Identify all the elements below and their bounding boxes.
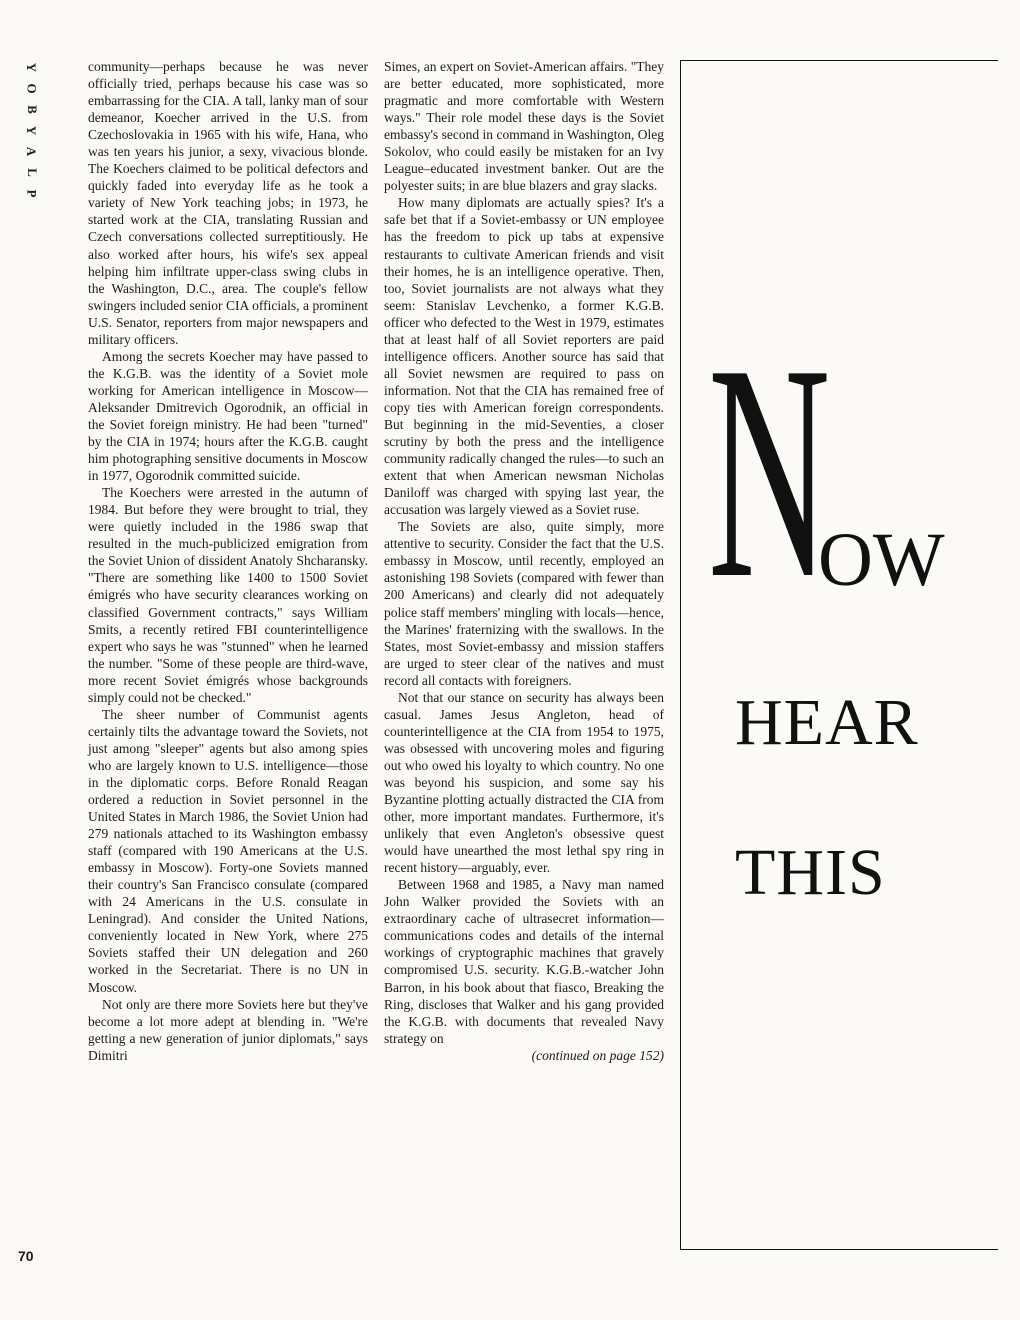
article-column-1 [88, 58, 368, 1064]
title-word-this: THIS [735, 836, 886, 909]
title-letter-n: N [708, 301, 831, 642]
article-column-2 [384, 58, 664, 1064]
masthead-letter: Y [24, 62, 40, 73]
paragraph: Between 1968 and 1985, a Navy man named John Walker provided the Soviets with an extraordinary cache of ultrasecret information—communications codes and details of the internal workings of cryptographic machines that gravely compromised U.S. security. K.G.B.-watcher John Barron, in his book about that fiasco, Breaking the Ring, discloses that Walker and his gang provided the K.G.B. with documents that revealed Navy strategy on [384, 877, 664, 1046]
title-word-ow: OW [818, 518, 945, 602]
masthead-letter: Y [24, 125, 40, 136]
paragraph: The Koechers were arrested in the autumn of 1984. But before they were brought to trial, they were quietly included in the 1986 swap that resulted in the much-publicized emigration from the Soviet Union of dissident Anatoly Shcharansky. "There are something like 1400 to 1500 Soviet émigrés who have security clearances working on classified Government contracts," says William Smits, a recently retired FBI counterintelligence expert who says he was "stunned" when he learned the number. "Some of these people are third-wave, more recent Soviet émigrés whose backgrounds simply could not be checked." [88, 485, 368, 705]
paragraph: Simes, an expert on Soviet-American affairs. "They are better educated, more sophisticated, more pragmatic and more comfortable with Western ways." Their role model these days is the Soviet embassy's second in command in Washington, Oleg Sokolov, who could easily be mistaken for an Ivy League–educated investment banker. Out are the polyester suits; in are blue blazers and gray slacks. [384, 59, 664, 194]
paragraph: How many diplomats are actually spies? It's a safe bet that if a Soviet-embassy or UN employee has the freedom to pick up tabs at expensive restaurants to cultivate American friends and visit their homes, he is an intelligence operative. Then, too, Soviet journalists are not always what they seem: Stanislav Levchenko, a former K.G.B. officer who defected to the West in 1979, estimates that at least half of all Soviet reporters are paid intelligence officers. Another source has said that all Soviet newsmen are required to pass on information. Not that the CIA has remained free of copy ties with American foreign correspondents. But beginning in the mid-Seventies, a closer scrutiny by both the press and the intelligence community radically changed the rules—to such an extent that when American newsman Nicholas Daniloff was charged with spying last year, the accusation was largely viewed as a Soviet ruse. [384, 195, 664, 518]
title-word-hear: HEAR [735, 686, 919, 759]
masthead [20, 60, 44, 201]
title-frame [680, 60, 998, 1250]
masthead-letter: B [24, 105, 40, 114]
masthead-letter: L [24, 168, 40, 177]
paragraph: Not only are there more Soviets here but they've become a lot more adept at blending in. "We're getting a new generation of junior diplomats," says Dimitri [88, 996, 368, 1063]
paragraph: The Soviets are also, quite simply, more attentive to security. Consider the fact that the U.S. embassy in Moscow, until recently, employed an astonishing 198 Soviets (compared with fewer than 200 Americans) and clearly did not adequately police staff members' mingling with locals—hence, the Marines' fraternizing with the swallows. In the States, most Soviet-embassy and mission staffers are urged to steer clear of the natives and must record all contacts with foreigners. [384, 519, 664, 688]
paragraph: community—perhaps because he was never officially tried, perhaps because his case was so embarrassing for the CIA. A tall, lanky man of sour demeanor, Koecher arrived in the U.S. from Czechoslovakia in 1965 with his wife, Hana, who was ten years his junior, a sexy, vivacious blonde. The Koechers claimed to be political defectors and quickly faded into everyday life as he took a variety of New York teaching jobs; in 1973, he started work at the CIA, translating Russian and Czech conversations collected surreptitiously. He also worked after hours, his wife's sex appeal helping him infiltrate upper-class swing clubs in the Washington, D.C., area. The couple's fellow swingers included senior CIA officials, a prominent U.S. Senator, reporters from major newspapers and military officers. [88, 59, 368, 347]
masthead-letter: P [24, 189, 40, 198]
masthead-letter: A [24, 146, 40, 157]
paragraph: Among the secrets Koecher may have passed to the K.G.B. was the identity of a Soviet mole working for American intelligence in Moscow—Aleksander Dmitrevich Ogorodnik, an official in the Soviet foreign ministry. He had been "turned" by the CIA in 1974; hours after the K.G.B. caught him photographing sensitive documents in Moscow in 1977, Ogorodnik committed suicide. [88, 348, 368, 484]
paragraph: The sheer number of Communist agents certainly tilts the advantage toward the Soviets, not just among "sleeper" agents but also among spies who are largely known to U.S. intelligence—those in the diplomatic corps. Before Ronald Reagan ordered a reduction in Soviet personnel in the United States in March 1986, the Soviet Union had 279 nationals attached to its Washington embassy staff (compared with 190 Americans at the U.S. embassy in Moscow). Forty-one Soviets manned their country's San Francisco consulate (compared with 24 Americans in the U.S. consulate in Leningrad). And consider the United Nations, conveniently located in New York, where 275 Soviets staffed their UN delegation and 260 worked in the Secretariat. There is no UN in Moscow. [88, 706, 368, 995]
masthead-letter: O [24, 83, 40, 94]
page-number: 70 [18, 1248, 34, 1264]
continued-note: (continued on page 152) [531, 1047, 664, 1063]
paragraph: Not that our stance on security has always been casual. James Jesus Angleton, head of counterintelligence at the CIA from 1954 to 1975, was obsessed with uncovering moles and figuring out who owed his loyalty to which country. No one was beyond his suspicion, and some say his Byzantine plotting actually distracted the CIA from other, more important mandates. Furthermore, it's unlikely that even Angleton's obsessive quest would have unearthed the most lethal spy ring in recent history—arguably, ever. [384, 689, 664, 876]
